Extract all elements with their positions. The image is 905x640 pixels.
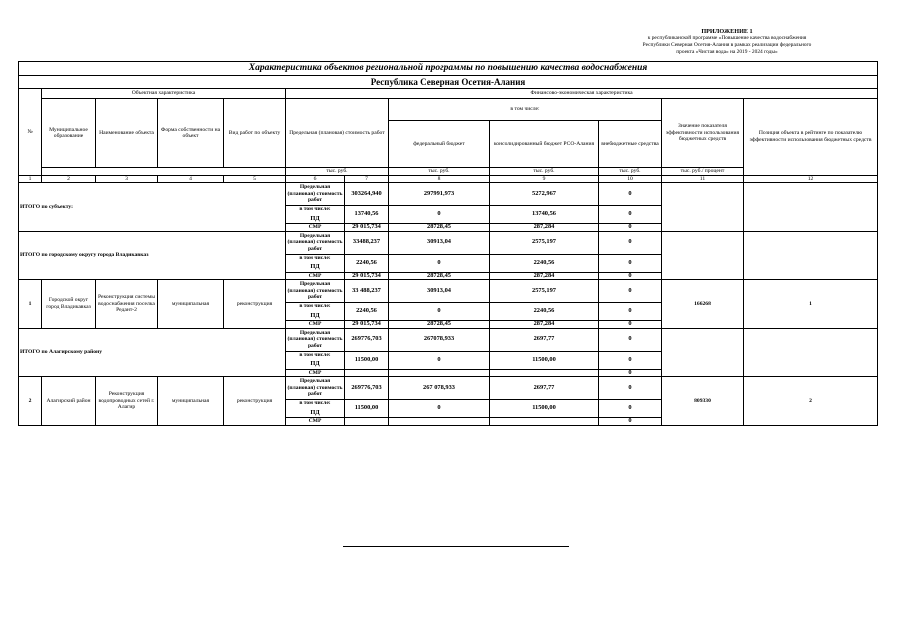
cost-value: 29 015,734 [345, 321, 389, 329]
extrabudget-value: 0 [599, 224, 662, 232]
cost-value: 13740,56 [345, 206, 389, 224]
fin-group-header: Финансово-экономическая характеристика [286, 89, 878, 99]
federal-value: 0 [389, 254, 490, 272]
efficiency-cell: 809330 [662, 377, 744, 426]
ownership-header: Форма собственности на объект [158, 99, 224, 168]
column-number: 10 [599, 175, 662, 183]
table-title: Характеристика объектов региональной программы по повышению качества водоснабжения [19, 62, 878, 76]
appendix-title: ПРИЛОЖЕНИЕ 1 [701, 28, 753, 35]
cost-value: 11500,00 [345, 351, 389, 369]
consolidated-value: 13740,56 [490, 206, 599, 224]
consolidated-value: 287,284 [490, 272, 599, 280]
cost-value: 29 015,734 [345, 272, 389, 280]
federal-value: 30913,04 [389, 280, 490, 303]
smr-label: СМР [286, 321, 345, 329]
cost-value: 29 015,734 [345, 224, 389, 232]
consolidated-value: 287,284 [490, 224, 599, 232]
cost-label: Предельная (плановая) стоимость работ [286, 183, 345, 206]
smr-label: СМР [286, 224, 345, 232]
federal-value: 28728,45 [389, 272, 490, 280]
pd-text: ПД [310, 263, 320, 270]
program-table [18, 61, 878, 426]
extrabudget-value: 0 [599, 231, 662, 254]
group-title: ИТОГО по городскому округу города Владикавказ [19, 231, 286, 280]
col-num-header: № [19, 89, 42, 176]
object-cell: Реконструкция системы водоснабжения поселка Редант-2 [96, 280, 158, 329]
cost-label: Предельная (плановая) стоимость работ [286, 231, 345, 254]
column-number: 3 [96, 175, 158, 183]
row-number: 2 [19, 377, 42, 426]
incl-header: в том числе: [389, 99, 662, 121]
consolidated-value: 2697,77 [490, 377, 599, 400]
pd-label [286, 254, 345, 272]
cost-value: 303264,940 [345, 183, 389, 206]
incl-label: в том числе: [299, 351, 331, 358]
extrabudget-value: 0 [599, 206, 662, 224]
extrabudget-value: 0 [599, 369, 662, 377]
cost-value: 2240,56 [345, 254, 389, 272]
cost-header: Предельная (плановая) стоимость работ [286, 99, 389, 168]
incl-label: в том числе: [299, 254, 331, 261]
federal-header: федеральный бюджет [389, 121, 490, 168]
rank-cell [744, 328, 878, 377]
column-number: 12 [744, 175, 878, 183]
obj-group-header: Объектная характеристика [42, 89, 286, 99]
federal-value [389, 418, 490, 426]
pd-label [286, 303, 345, 321]
cost-label: Предельная (плановая) стоимость работ [286, 328, 345, 351]
ownership-cell: муниципальная [158, 377, 224, 426]
column-number: 1 [19, 175, 42, 183]
column-number: 9 [490, 175, 599, 183]
table-row [19, 183, 878, 206]
cost-label: Предельная (плановая) стоимость работ [286, 280, 345, 303]
federal-value: 30913,04 [389, 231, 490, 254]
pd-text: ПД [310, 311, 320, 319]
group-title: ИТОГО по Алагирскому району [19, 328, 286, 377]
consolidated-value: 287,284 [490, 321, 599, 329]
incl-label: в том числе: [299, 303, 331, 309]
federal-value: 0 [389, 303, 490, 321]
pd-label [286, 400, 345, 418]
object-header: Наименование объекта [96, 99, 158, 168]
column-numbers-row [19, 175, 878, 183]
municipality-cell: Алагирский район [42, 377, 96, 426]
federal-value: 297991,973 [389, 183, 490, 206]
appendix-header [597, 28, 857, 56]
extrabudget-value: 0 [599, 400, 662, 418]
rank-cell [744, 183, 878, 232]
federal-value: 0 [389, 400, 490, 418]
consolidated-value: 2575,197 [490, 231, 599, 254]
smr-label: СМР [286, 272, 345, 280]
consolidated-value: 2575,197 [490, 280, 599, 303]
federal-value: 28728,45 [389, 224, 490, 232]
extrabudget-value: 0 [599, 418, 662, 426]
federal-value: 0 [389, 351, 490, 369]
extrabudget-value: 0 [599, 377, 662, 400]
incl-label: в том числе: [299, 206, 331, 212]
rank-cell [744, 231, 878, 280]
unit-extrabudget: тыс. руб. [599, 168, 662, 176]
consolidated-value: 11500,00 [490, 400, 599, 418]
column-number: 7 [345, 175, 389, 183]
column-number: 5 [224, 175, 286, 183]
pd-text: ПД [310, 408, 320, 416]
consolidated-value [490, 418, 599, 426]
rank-header: Позиция объекта в рейтинге по показателю эффективности использования бюджетных средств [744, 99, 878, 176]
federal-value: 0 [389, 206, 490, 224]
cost-value: 33488,237 [345, 231, 389, 254]
appendix-line-2: Республики Северная Осетия-Алания в рамках реализации федерального [642, 42, 812, 48]
work-type-cell: реконструкция [224, 377, 286, 426]
consolidated-value [490, 369, 599, 377]
municipality-header: Муниципальное образование [42, 99, 96, 168]
cost-value [345, 418, 389, 426]
pd-label [286, 351, 345, 369]
extrabudget-value: 0 [599, 303, 662, 321]
appendix-line-1: к республиканской программе «Повышение качества водоснабжения [647, 35, 807, 41]
pd-label [286, 206, 345, 224]
pd-text: ПД [310, 214, 320, 222]
table-row [19, 328, 878, 351]
extrabudget-header: внебюджетные средства [599, 121, 662, 168]
row-number: 1 [19, 280, 42, 329]
column-number: 11 [662, 175, 744, 183]
column-number: 6 [286, 175, 345, 183]
rank-cell: 1 [744, 280, 878, 329]
group-title: ИТОГО по субъекту: [19, 183, 286, 232]
cost-value: 33 488,237 [345, 280, 389, 303]
extrabudget-value: 0 [599, 272, 662, 280]
consolidated-value: 2240,56 [490, 303, 599, 321]
column-number: 4 [158, 175, 224, 183]
efficiency-cell [662, 231, 744, 280]
unit-consolidated: тыс. руб. [490, 168, 599, 176]
pd-text: ПД [310, 360, 320, 367]
cost-value: 11500,00 [345, 400, 389, 418]
smr-label: СМР [286, 418, 345, 426]
unit-cost: тыс. руб. [286, 168, 389, 176]
ownership-cell: муниципальная [158, 280, 224, 329]
consolidated-value: 2697,77 [490, 328, 599, 351]
federal-value [389, 369, 490, 377]
extrabudget-value: 0 [599, 328, 662, 351]
column-number: 8 [389, 175, 490, 183]
footer-divider [343, 546, 569, 547]
unit-efficiency: тыс. руб./ процент [662, 168, 744, 176]
work-type-header: Вид работ по объекту [224, 99, 286, 168]
efficiency-header: Значение показателя эффективности использования бюджетных средств [662, 99, 744, 168]
municipality-cell: Городской округ город Владикавказ [42, 280, 96, 329]
region-title: Республика Северная Осетия-Алания [19, 76, 878, 89]
table-row [19, 231, 878, 254]
consolidated-value: 5272,967 [490, 183, 599, 206]
consolidated-value: 11500,00 [490, 351, 599, 369]
object-cell: Реконструкция водопроводных сетей г. Алагир [96, 377, 158, 426]
extrabudget-value: 0 [599, 351, 662, 369]
table-row [19, 377, 878, 400]
consolidated-value: 2240,56 [490, 254, 599, 272]
column-number: 2 [42, 175, 96, 183]
efficiency-cell [662, 328, 744, 377]
efficiency-cell: 166268 [662, 280, 744, 329]
extrabudget-value: 0 [599, 183, 662, 206]
work-type-cell: реконструкция [224, 280, 286, 329]
cost-value: 2240,56 [345, 303, 389, 321]
cost-value: 269776,703 [345, 328, 389, 351]
extrabudget-value: 0 [599, 254, 662, 272]
smr-label: СМР [286, 369, 345, 377]
cost-value: 269776,703 [345, 377, 389, 400]
cost-value [345, 369, 389, 377]
federal-value: 267 078,933 [389, 377, 490, 400]
blank-cell [42, 168, 286, 176]
table-row [19, 280, 878, 303]
federal-value: 267078,933 [389, 328, 490, 351]
rank-cell: 2 [744, 377, 878, 426]
consolidated-header: консолидированный бюджет РСО-Алания [490, 121, 599, 168]
incl-label: в том числе: [299, 400, 331, 406]
cost-label: Предельная (плановая) стоимость работ [286, 377, 345, 400]
appendix-line-3: проекта «Чистая вода» на 2019 - 2024 годы» [676, 49, 778, 55]
federal-value: 28728,45 [389, 321, 490, 329]
unit-federal: тыс. руб. [389, 168, 490, 176]
extrabudget-value: 0 [599, 321, 662, 329]
extrabudget-value: 0 [599, 280, 662, 303]
efficiency-cell [662, 183, 744, 232]
